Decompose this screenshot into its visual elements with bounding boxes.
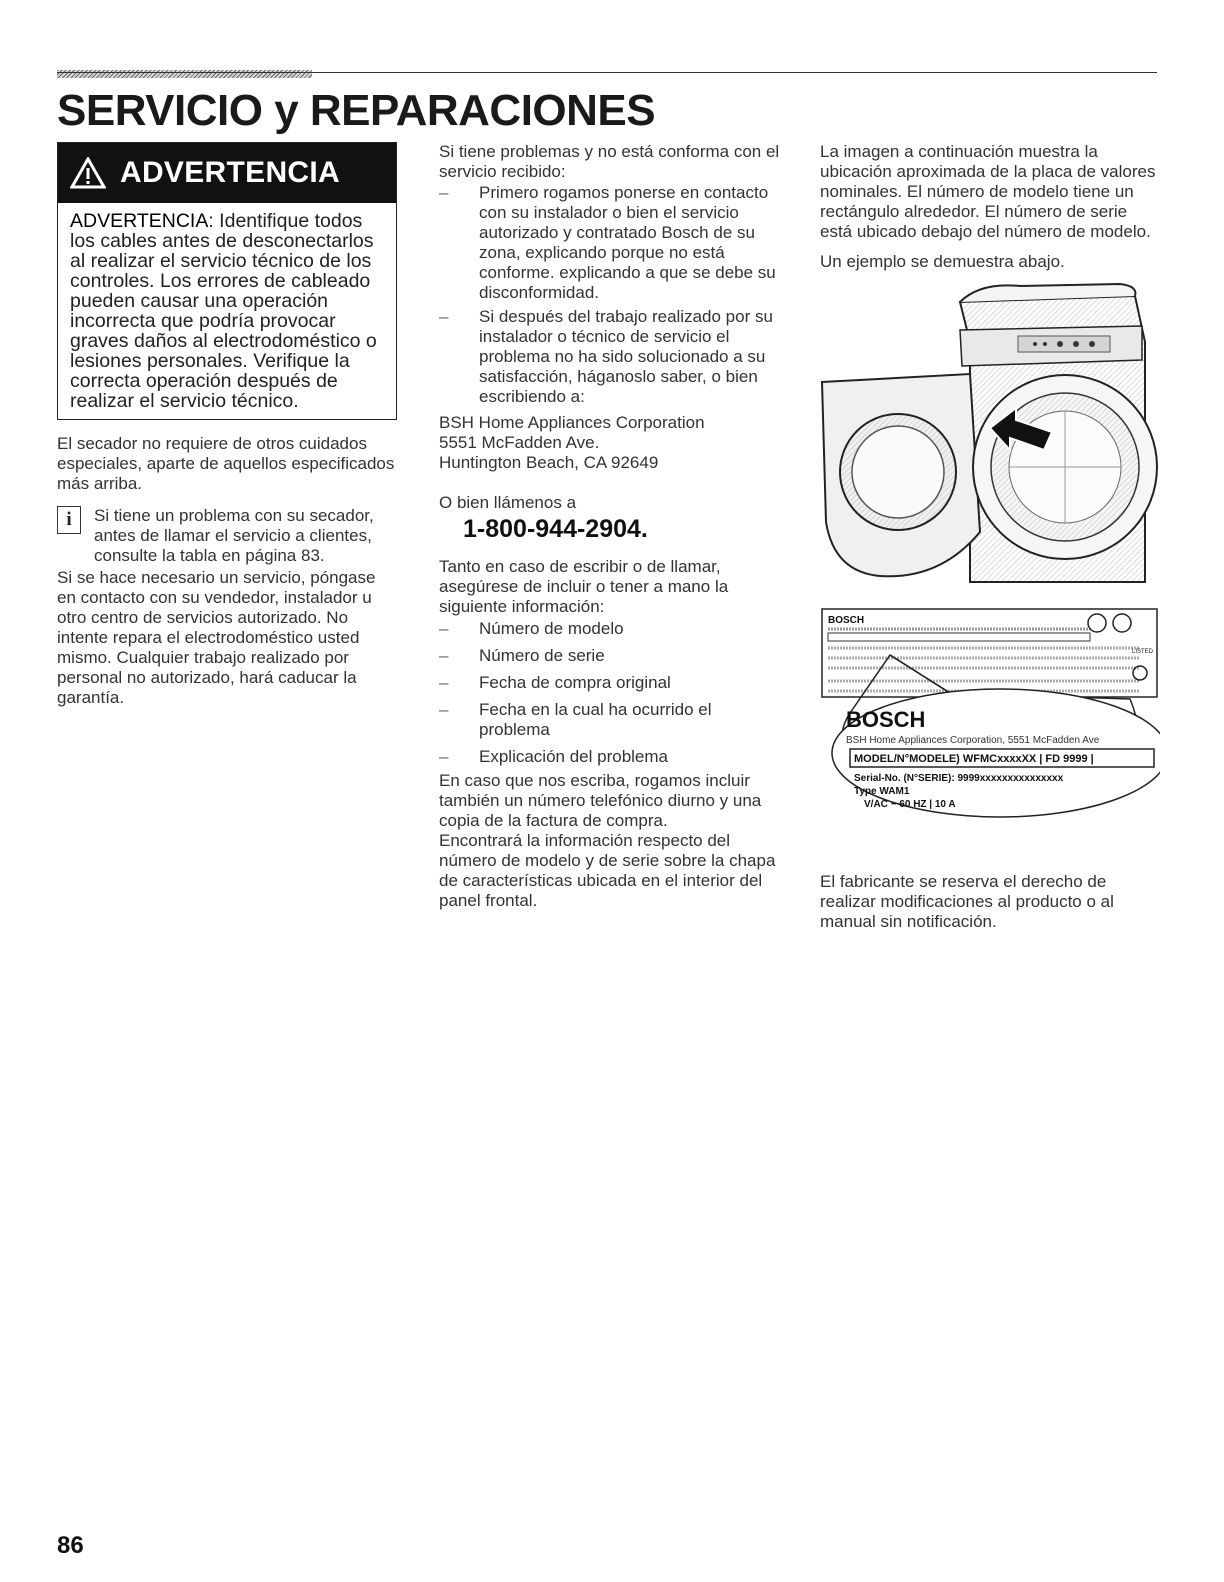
plate-model-line: MODEL/N°MODELE) WFMCxxxxXX | FD 9999 |	[854, 753, 1094, 765]
list-item: – Primero rogamos ponerse en contacto con su instalador o bien el servicio autorizado y contratado Bosch de su zona, explicando porque no está conforme. explicando a que se debe su disconformidad.	[439, 183, 784, 303]
plate-type-line: Type WAM1	[854, 786, 910, 797]
small-plate-brand: BOSCH	[828, 615, 865, 626]
care-paragraph: El secador no requiere de otros cuidados especiales, aparte de aquellos especificados más arriba.	[57, 434, 395, 493]
plate-serial-line: Serial-No. (N°SERIE): 9999xxxxxxxxxxxxxxx	[854, 773, 1064, 784]
column-left	[57, 142, 397, 708]
info-icon: i	[57, 506, 81, 534]
postal-address	[439, 413, 784, 473]
dryer-illustration	[820, 282, 1160, 588]
plate-power-line: V/AC ~ 60 HZ | 10 A	[864, 799, 956, 810]
call-text: O bien llámenos a	[439, 493, 577, 512]
warning-header-text: ADVERTENCIA	[120, 156, 340, 189]
warning-header	[58, 143, 396, 203]
list-item: – Si después del trabajo realizado por su instalador o técnico de servicio el problema no ha sido solucionado a su satisfacción, háganoslo saber, o bien escribiendo a:	[439, 307, 784, 407]
info-intro: Tanto en caso de escribir o de llamar, asegúrese de incluir o tener a mano la siguiente información:	[439, 557, 729, 616]
list-item: – Fecha de compra original	[439, 673, 784, 693]
write-paragraph: En caso que nos escriba, rogamos incluir también un número telefónico diurno y una copia de la factura de compra.	[439, 771, 762, 830]
header-rule	[57, 72, 1157, 73]
address-line: 5551 McFadden Ave.	[439, 433, 600, 452]
list-item: – Número de modelo	[439, 619, 784, 639]
list-item: – Explicación del problema	[439, 747, 784, 767]
find-paragraph: Encontrará la información respecto del número de modelo y de serie sobre la chapa de características ubicada en el interior del panel frontal.	[439, 831, 776, 910]
info-note	[57, 506, 397, 566]
listed-text: LISTED	[1132, 649, 1154, 655]
warning-box	[57, 142, 397, 420]
rating-plate-paragraph: La imagen a continuación muestra la ubicación aproximada de la placa de valores nominales. El número de modelo tiene un rectángulo alrededor. El número de serie está ubicado debajo del número de modelo.	[820, 142, 1156, 241]
info-note-text: Si tiene un problema con su secador, antes de llamar el servicio a clientes, consulte la tabla en página 83.	[94, 506, 374, 565]
page-number: 86	[57, 1532, 84, 1559]
warning-body	[58, 203, 396, 419]
phone-number: 1-800-944-2904.	[463, 515, 648, 543]
list-item: – Número de serie	[439, 646, 784, 666]
complaint-steps	[439, 183, 784, 407]
plate-brand: BOSCH	[846, 707, 926, 732]
example-paragraph: Un ejemplo se demuestra abajo.	[820, 252, 1065, 271]
required-info-list	[439, 619, 784, 767]
column-middle	[439, 142, 784, 911]
warning-triangle-icon	[70, 157, 106, 189]
complaint-intro: Si tiene problemas y no está conforma con el servicio recibido:	[439, 142, 780, 181]
warning-label: ADVERTENCIA	[70, 210, 209, 232]
address-line: Huntington Beach, CA 92649	[439, 453, 659, 472]
address-line: BSH Home Appliances Corporation	[439, 413, 705, 432]
list-item: – Fecha en la cual ha ocurrido el problema	[439, 700, 784, 740]
page-title: SERVICIO y REPARACIONES	[57, 86, 656, 135]
warning-text: : Identifique todos los cables antes de desconectarlos al realizar el servicio técnico de los controles. Los errores de cableado pueden causar una operación incorrecta que podría provocar graves daños al electrodoméstico o lesiones personales. Verifique la correcta operación después de realizar el servicio técnico.	[70, 210, 377, 412]
notice-paragraph: El fabricante se reserva el derecho de realizar modificaciones al producto o al manual sin notificación.	[820, 872, 1114, 931]
service-paragraph: Si se hace necesario un servicio, póngase en contacto con su vendedor, instalador u otro centro de servicios autorizado. No intente repara el electrodoméstico usted mismo. Cualquier trabajo realizado por personal no autorizado, hará caducar la garantía.	[57, 568, 376, 707]
column-right	[820, 142, 1160, 932]
rating-plate-illustration	[820, 603, 1160, 853]
plate-company-line: BSH Home Appliances Corporation, 5551 McFadden Ave	[846, 735, 1100, 746]
